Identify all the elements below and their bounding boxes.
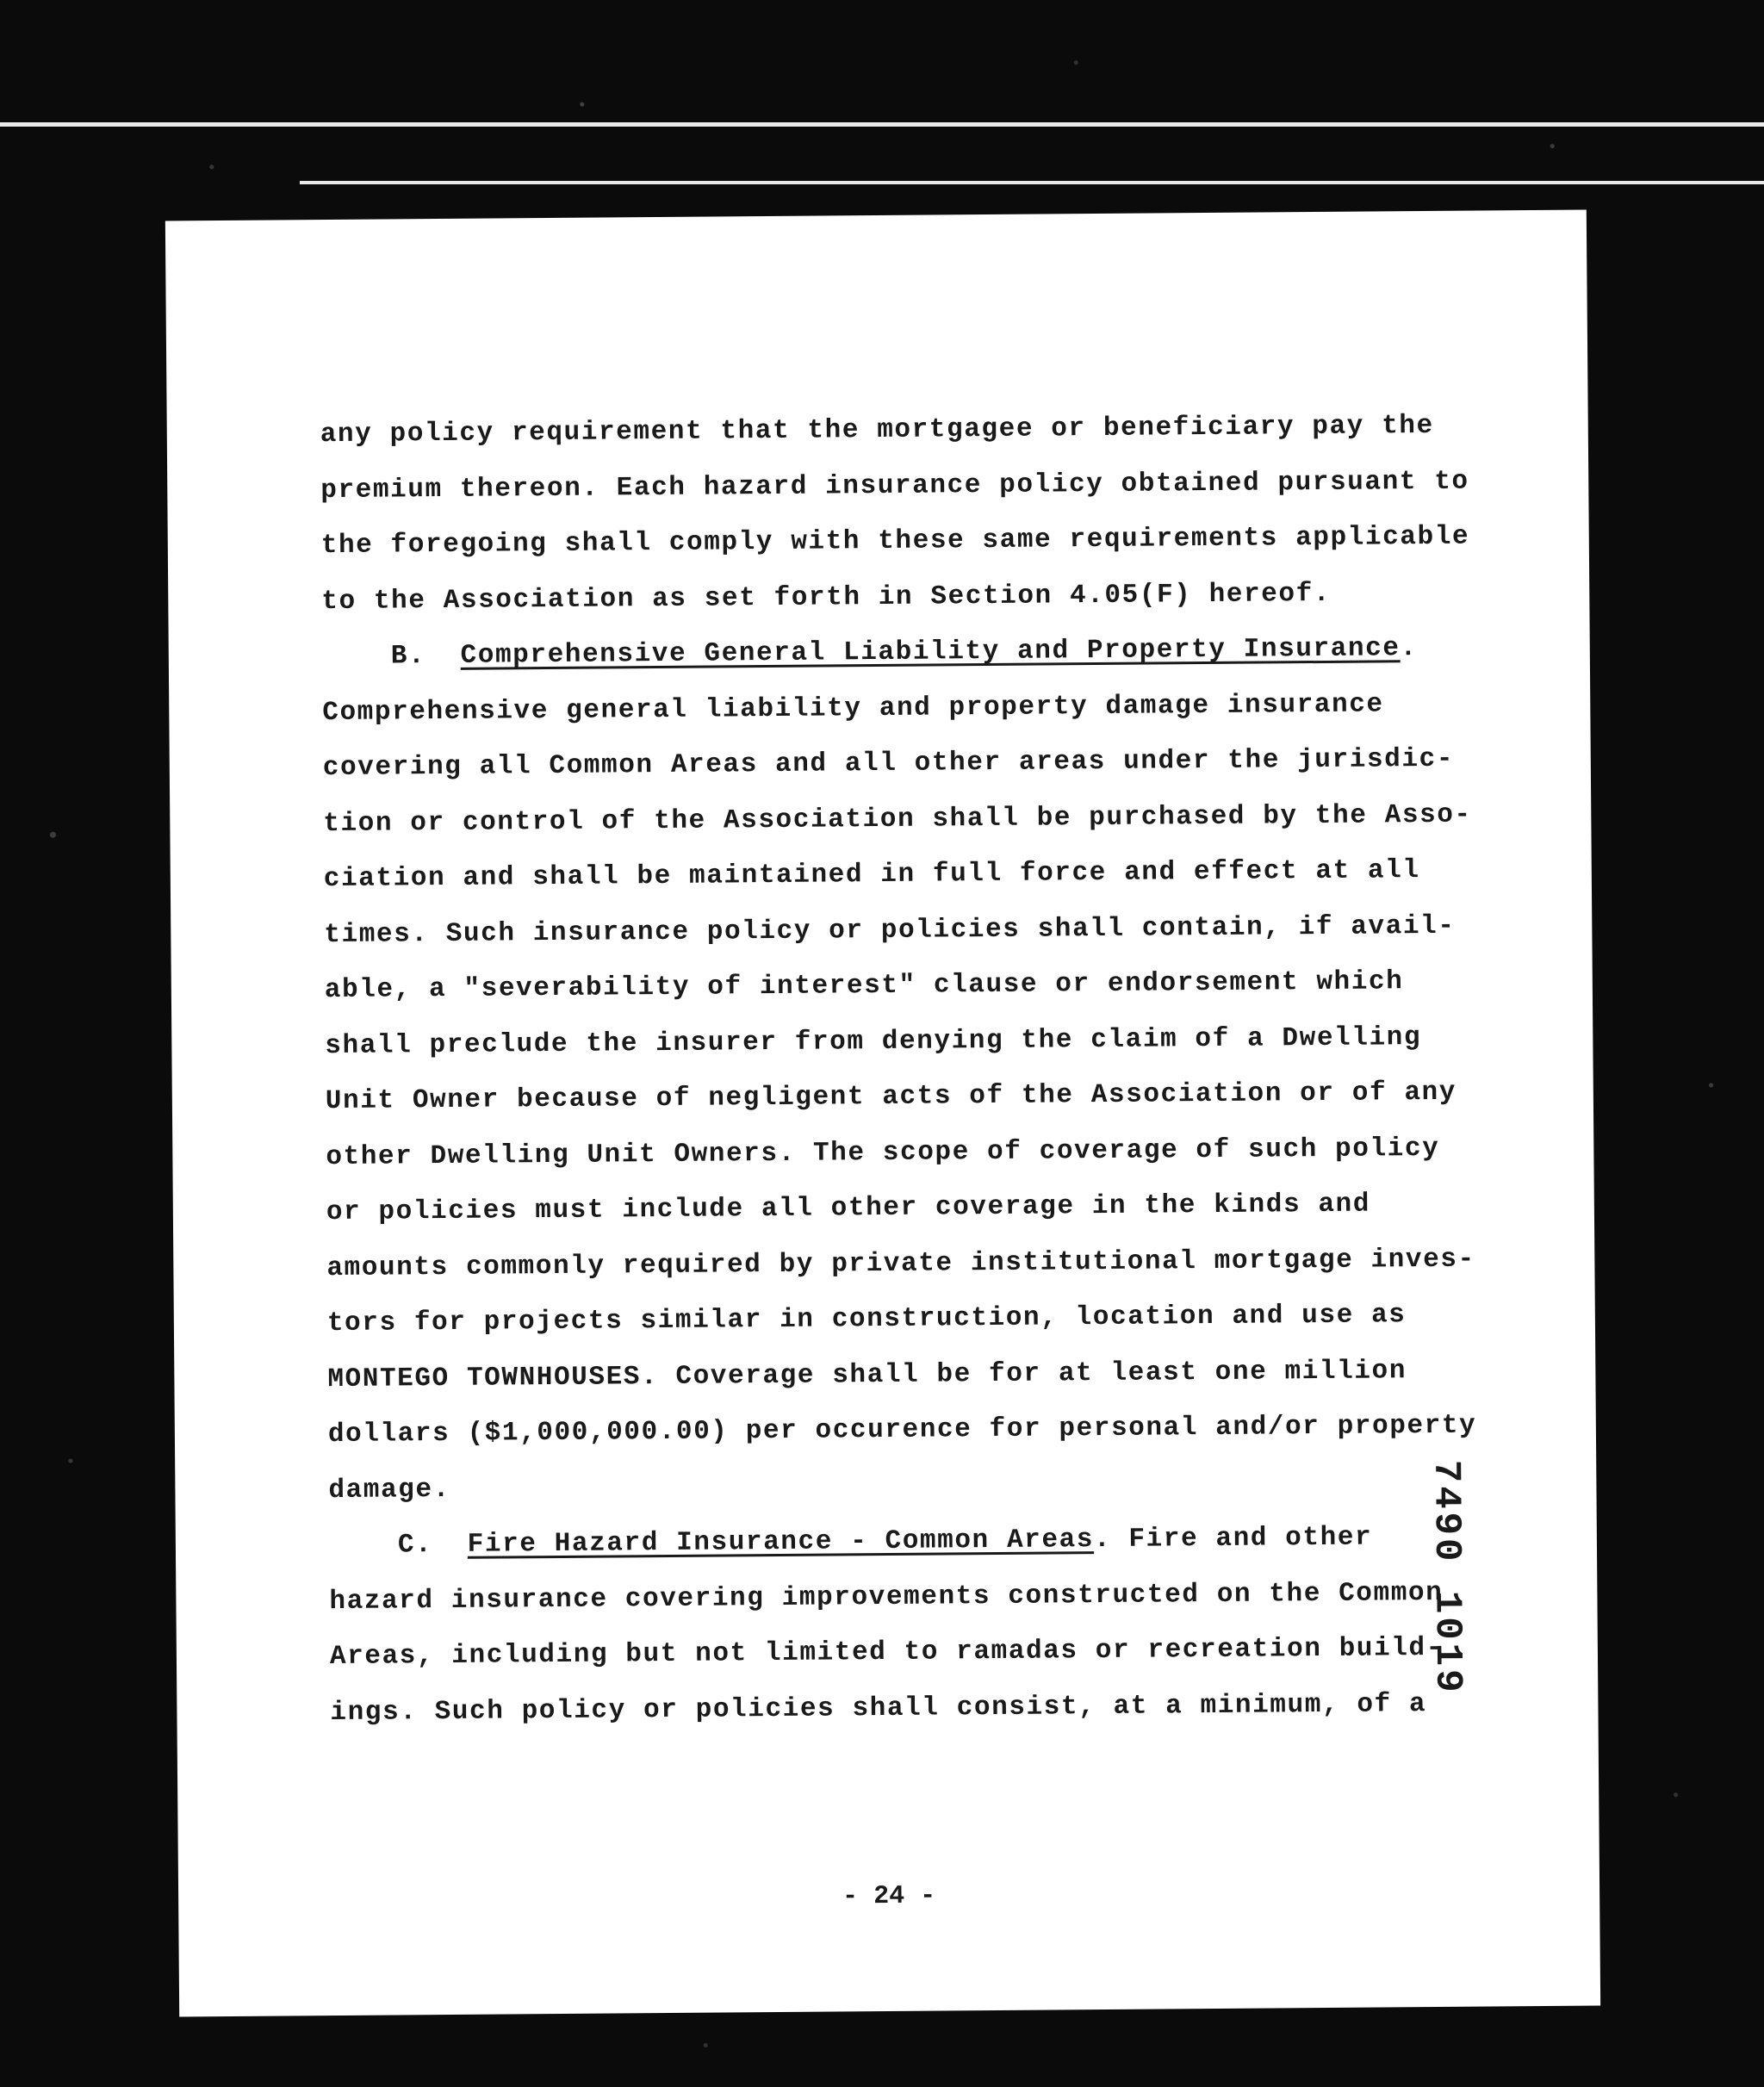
text-line: any policy requirement that the mortgagee or beneficiary pay the	[320, 410, 1434, 450]
text-line: tors for projects similar in construction, location and use as	[326, 1300, 1407, 1339]
text-line: ings. Such policy or policies shall consist, at a minimum, of a	[330, 1688, 1427, 1728]
page-number: - 24 -	[842, 1881, 936, 1912]
text-line: premium thereon. Each hazard insurance policy obtained pursuant to	[320, 466, 1469, 506]
text-line: hazard insurance covering improvements constructed on the Common	[329, 1577, 1444, 1617]
text-line: to the Association as set forth in Section 4.05(F) hereof.	[321, 578, 1332, 617]
text-line: the foregoing shall comply with these same requirements applicable	[320, 521, 1470, 562]
text-line: damage.	[328, 1474, 450, 1506]
section-b-heading-line	[322, 621, 1459, 686]
section-b-label: B.	[390, 641, 426, 672]
text-line: or policies must include all other coverage in the kinds and	[326, 1189, 1371, 1228]
section-b-heading: Comprehensive General Liability and Property Insurance	[460, 633, 1401, 671]
text-line: dollars ($1,000,000.00) per occurence for personal and/or property	[327, 1410, 1477, 1450]
text-line: times. Such insurance policy or policies shall contain, if avail-	[324, 910, 1456, 950]
text-line: tion or control of the Association shall be purchased by the Asso-	[323, 799, 1472, 839]
scan-artifact-line	[300, 181, 1764, 184]
text-line: covering all Common Areas and all other areas under the jurisdic-	[322, 743, 1455, 784]
text-line: other Dwelling Unit Owners. The scope of coverage of such policy	[326, 1133, 1440, 1172]
scan-artifact-line	[0, 122, 1764, 127]
text-line: able, a "severability of interest" clause or endorsement which	[324, 966, 1404, 1006]
section-c-heading-line	[329, 1510, 1466, 1575]
document-page	[165, 210, 1600, 2017]
text-line: ciation and shall be maintained in full force and effect at all	[323, 855, 1420, 895]
document-body	[320, 399, 1477, 1741]
section-c-label: C.	[397, 1530, 433, 1561]
text-line: Unit Owner because of negligent acts of the Association or of any	[325, 1077, 1457, 1117]
text-line: Comprehensive general liability and property damage insurance	[322, 688, 1384, 728]
text-line: MONTEGO TOWNHOUSES. Coverage shall be for at least one million	[327, 1355, 1407, 1394]
text-line: shall preclude the insurer from denying the claim of a Dwelling	[325, 1022, 1422, 1061]
section-c-heading: Fire Hazard Insurance - Common Areas	[467, 1525, 1095, 1560]
section-c-heading-end: . Fire and other	[1093, 1522, 1373, 1556]
book-page-stamp: 7490 1019	[1424, 1459, 1469, 1696]
section-b-heading-end: .	[1400, 633, 1418, 664]
text-line: Areas, including but not limited to ramadas or recreation build-	[329, 1632, 1444, 1673]
text-line: amounts commonly required by private institutional mortgage inves-	[326, 1244, 1475, 1283]
